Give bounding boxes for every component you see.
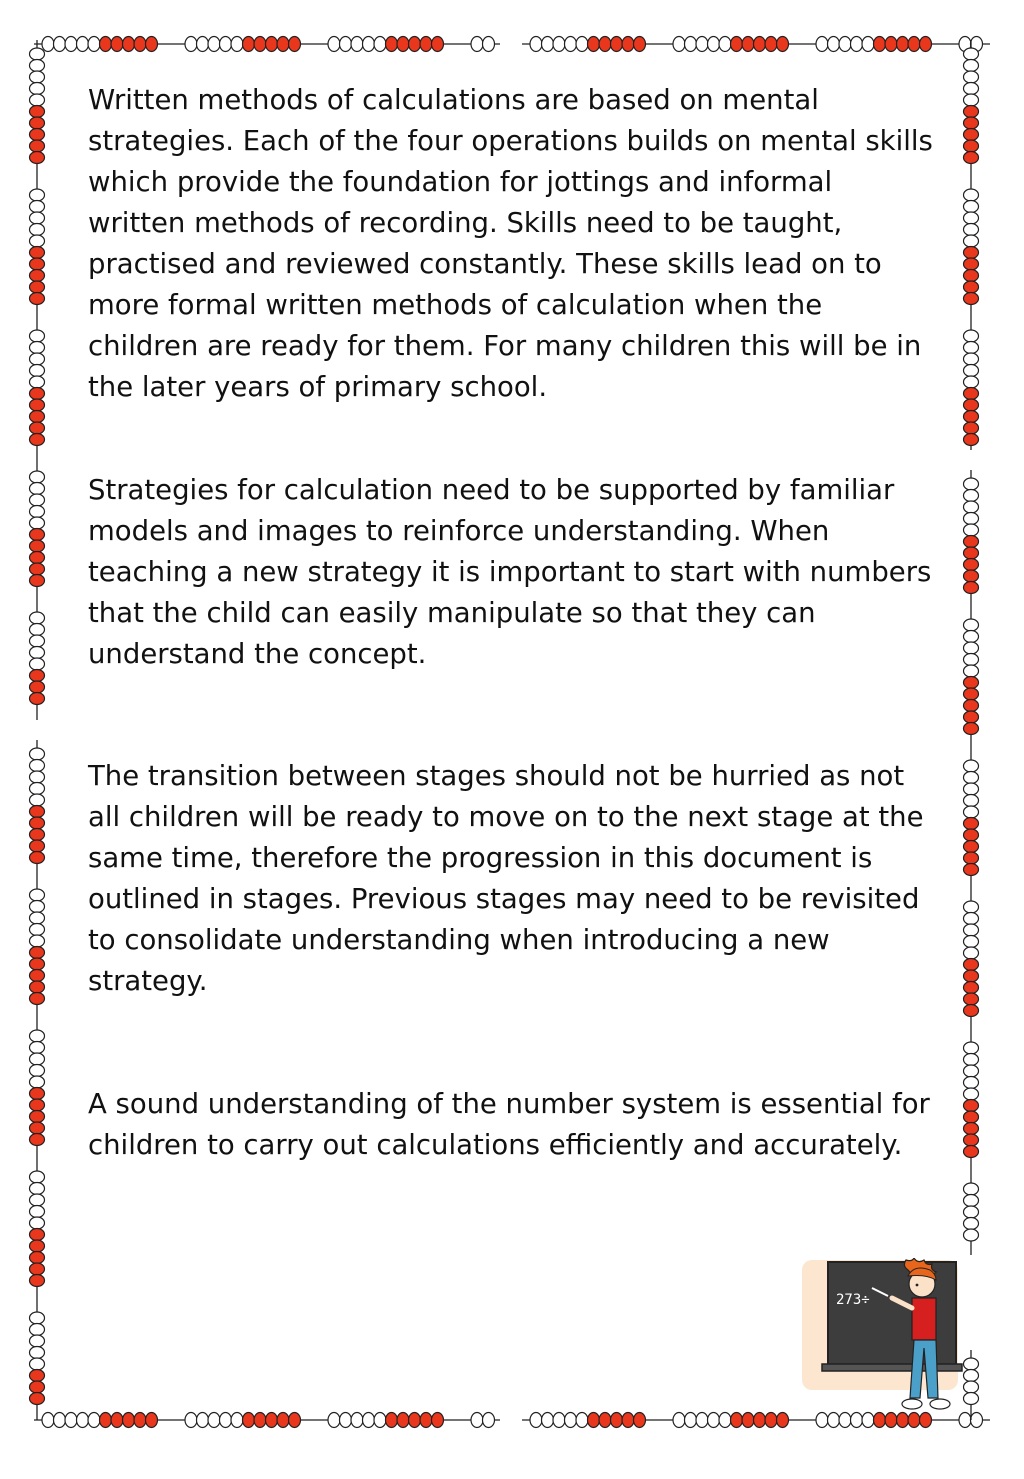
chalkboard-text: 273÷: [836, 1292, 870, 1308]
paragraph-number-system: A sound understanding of the number system is essential for children to carry out calculations efficiently and accurately.: [88, 1088, 930, 1161]
paragraph-models-and-images: Strategies for calculation need to be supported by familiar models and images to reinforce understanding. When teaching a new strategy it is important to start with numbers that the child can easily manipulate so that they can understand the concept.: [88, 474, 932, 670]
paragraph-stage-transition: The transition between stages should not be hurried as not all children will be ready to move on to the next stage at the same time, therefore the progression in this document is outlined in stages. Previous stages may need to be revisited to consolidate understanding when introducing a new strategy.: [88, 760, 924, 997]
teacher-at-chalkboard-icon: [800, 1258, 980, 1418]
chalkboard-ledge: [822, 1364, 962, 1371]
paragraph-mental-strategies: Written methods of calculations are based on mental strategies. Each of the four operations builds on mental skills which provide the foundation for jottings and informal written methods of recording. Skills need to be taught, practised and reviewed constantly. These skills lead on to more formal written methods of calculation when the children are ready for them. For many children this will be in the later years of primary school.: [88, 84, 933, 403]
